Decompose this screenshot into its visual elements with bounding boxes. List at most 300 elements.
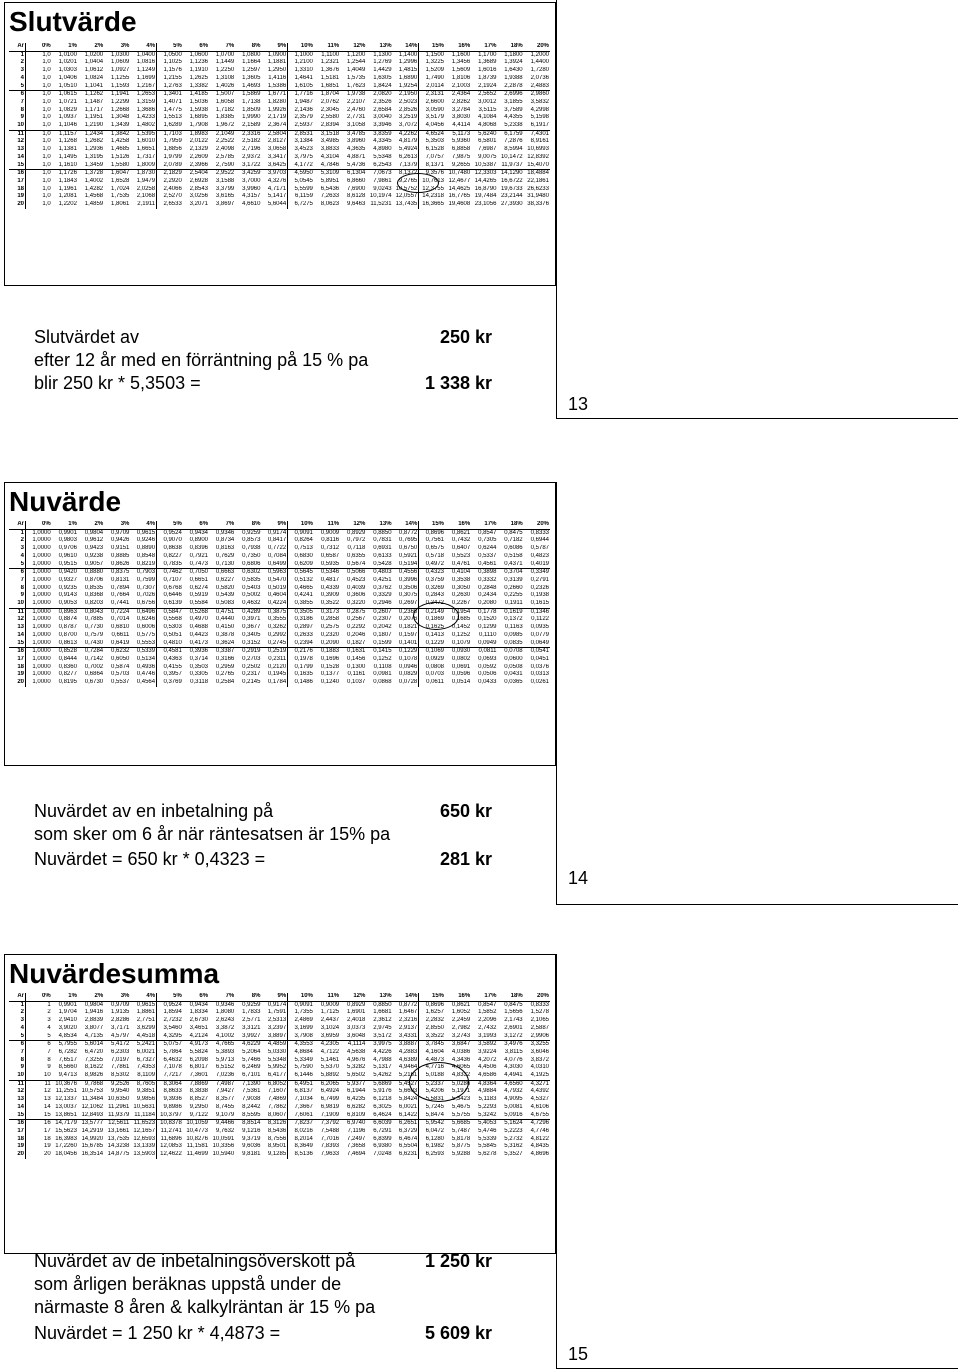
factor-cell: 0,6209 bbox=[288, 561, 314, 569]
factor-cell: 2,5937 bbox=[288, 122, 314, 130]
factor-cell: 0,9804 bbox=[84, 529, 104, 536]
factor-cell: 1,2597 bbox=[242, 67, 261, 74]
table-header-row bbox=[9, 521, 550, 529]
factor-cell: 0,3118 bbox=[190, 679, 209, 686]
factor-cell: 0,6227 bbox=[215, 576, 235, 583]
column-header: 0% bbox=[26, 993, 52, 1001]
factor-cell: 1,0 bbox=[42, 51, 51, 58]
factor-cell: 7,2633 bbox=[320, 193, 340, 200]
factor-cell: 1,8385 bbox=[215, 114, 235, 121]
factor-cell: 0,0811 bbox=[478, 648, 497, 655]
factor-cell: 5,2064 bbox=[242, 1048, 261, 1055]
factor-cell: 0,9091 bbox=[294, 1001, 313, 1008]
factor-cell: 1,0 bbox=[42, 130, 51, 137]
factor-cell: 0,7107 bbox=[163, 576, 182, 583]
column-header: År bbox=[9, 43, 26, 51]
factor-cell: 2,8550 bbox=[425, 1024, 444, 1031]
factor-cell: 8,2014 bbox=[294, 1135, 313, 1142]
factor-cell: 20 bbox=[44, 1151, 51, 1158]
factor-cell: 0,9423 bbox=[84, 545, 104, 552]
year-cell: 13 bbox=[9, 1096, 26, 1104]
factor-cell: 2,6730 bbox=[189, 1017, 209, 1024]
factor-cell: 0,9901 bbox=[58, 529, 77, 536]
factor-cell: 8,9161 bbox=[530, 138, 549, 145]
factor-cell: 0,0649 bbox=[524, 640, 550, 648]
factor-cell: 5,5348 bbox=[261, 1057, 287, 1065]
factor-cell: 10,1059 bbox=[186, 1120, 209, 1127]
factor-cell: 0,3152 bbox=[235, 640, 261, 648]
factor-cell: 2,5270 bbox=[163, 193, 182, 200]
factor-cell: 0,1778 bbox=[478, 608, 497, 615]
column-header: 14% bbox=[393, 521, 419, 529]
factor-cell: 4,7932 bbox=[504, 1088, 523, 1095]
factor-cell: 11,6523 bbox=[130, 1120, 156, 1128]
factor-cell: 0,9612 bbox=[84, 537, 104, 544]
factor-cell: 0,5194 bbox=[393, 561, 419, 569]
factor-cell: 0,8368 bbox=[84, 592, 104, 599]
factor-cell: 1,2625 bbox=[189, 74, 209, 81]
year-cell: 15 bbox=[9, 1112, 26, 1120]
factor-cell: 5,6044 bbox=[261, 201, 287, 209]
factor-cell: 0,1110 bbox=[478, 631, 497, 638]
slide-title: Nuvärdesumma bbox=[9, 958, 220, 989]
factor-cell: 4,8332 bbox=[445, 1072, 471, 1080]
factor-cell: 6,9380 bbox=[373, 1143, 392, 1150]
factor-cell: 1,0829 bbox=[58, 106, 77, 113]
factor-cell: 1,5735 bbox=[346, 74, 366, 81]
factor-cell: 7,7016 bbox=[320, 1135, 340, 1142]
table-row bbox=[9, 162, 550, 170]
factor-cell: 0,6246 bbox=[130, 616, 156, 624]
factor-cell: 0,3855 bbox=[288, 600, 314, 608]
table-row bbox=[9, 1025, 550, 1033]
factor-cell: 5,5370 bbox=[320, 1064, 340, 1071]
factor-cell: 1,0500 bbox=[163, 51, 182, 58]
factor-cell: 1,8280 bbox=[261, 99, 287, 107]
factor-cell: 8,9826 bbox=[78, 1072, 104, 1080]
table-row bbox=[9, 1017, 550, 1025]
factor-cell: 1,0000 bbox=[32, 631, 51, 638]
factor-cell: 10,6350 bbox=[107, 1096, 130, 1103]
year-cell: 1 bbox=[9, 51, 26, 59]
factor-cell: 5,2161 bbox=[393, 1072, 419, 1080]
factor-cell: 3,6165 bbox=[215, 193, 235, 200]
factor-cell: 5,0545 bbox=[294, 177, 313, 184]
factor-cell: 4,2998 bbox=[530, 106, 549, 113]
factor-cell: 4,4355 bbox=[504, 114, 523, 121]
factor-cell: 2,2920 bbox=[163, 177, 182, 184]
column-header: 14% bbox=[393, 43, 419, 51]
factor-cell: 2,3579 bbox=[294, 114, 313, 121]
factor-cell: 1,7591 bbox=[261, 1009, 287, 1017]
factor-cell: 1,5656 bbox=[504, 1009, 523, 1016]
factor-cell: 0,2607 bbox=[373, 608, 392, 615]
year-cell: 3 bbox=[9, 67, 26, 75]
factor-cell: 1,4859 bbox=[84, 201, 104, 208]
factor-cell: 8,2442 bbox=[242, 1103, 261, 1110]
factor-cell: 4,6229 bbox=[242, 1041, 261, 1048]
factor-cell: 0,7730 bbox=[84, 624, 104, 631]
factor-cell: 3,3872 bbox=[215, 1024, 235, 1031]
factor-cell: 1,1800 bbox=[504, 51, 523, 58]
factor-cell: 2,7432 bbox=[478, 1024, 497, 1031]
table-row bbox=[9, 656, 550, 664]
factor-cell: 8,5994 bbox=[504, 146, 523, 153]
factor-cell: 4,4873 bbox=[425, 1056, 444, 1063]
factor-cell: 0,1037 bbox=[346, 679, 366, 686]
factor-cell: 1,0 bbox=[42, 74, 51, 81]
factor-cell: 6,2469 bbox=[242, 1064, 261, 1071]
factor-cell: 5,3893 bbox=[215, 1048, 235, 1055]
factor-cell: 0,2366 bbox=[393, 608, 419, 616]
factor-cell: 0,9259 bbox=[242, 1001, 261, 1008]
factor-cell: 0,0868 bbox=[373, 679, 392, 686]
factor-cell: 0,7513 bbox=[294, 545, 313, 552]
column-header: 10% bbox=[288, 521, 314, 529]
factor-cell: 0,1696 bbox=[320, 655, 340, 662]
factor-cell: 1,8106 bbox=[451, 74, 471, 81]
factor-cell: 0,1821 bbox=[393, 624, 419, 632]
factor-cell: 0,2317 bbox=[242, 671, 261, 678]
year-cell: 2 bbox=[9, 537, 26, 545]
factor-cell: 0,2703 bbox=[242, 655, 261, 662]
factor-cell: 6,2613 bbox=[393, 154, 419, 162]
column-header: 7% bbox=[209, 993, 235, 1001]
factor-cell: 0,1883 bbox=[320, 648, 340, 655]
table-row bbox=[9, 201, 550, 209]
factor-cell: 9,1216 bbox=[242, 1127, 261, 1134]
factor-cell: 5,2293 bbox=[478, 1103, 497, 1110]
factor-cell: 1,0000 bbox=[26, 640, 52, 648]
factor-cell: 5,1461 bbox=[320, 1056, 340, 1063]
factor-cell: 0,6407 bbox=[451, 545, 471, 552]
factor-cell: 0,9434 bbox=[189, 1001, 209, 1008]
factor-cell: 3,1518 bbox=[320, 130, 340, 137]
factor-cell: 1,7716 bbox=[294, 91, 313, 98]
factor-cell: 0,0611 bbox=[426, 679, 444, 686]
factor-cell: 2,7982 bbox=[451, 1024, 471, 1031]
table-frame bbox=[4, 482, 556, 766]
table-row bbox=[9, 59, 550, 67]
factor-cell: 3,7589 bbox=[504, 106, 523, 113]
column-header: 15% bbox=[419, 993, 445, 1001]
factor-cell: 9,3576 bbox=[425, 170, 444, 177]
factor-cell: 0,2765 bbox=[215, 671, 235, 678]
factor-cell: 5,4924 bbox=[393, 146, 419, 154]
factor-cell: 1,5181 bbox=[320, 74, 340, 81]
column-header: 3% bbox=[104, 43, 130, 51]
factor-cell: 5,2223 bbox=[504, 1127, 523, 1134]
year-cell: 12 bbox=[9, 138, 26, 146]
factor-cell: 0,4440 bbox=[215, 616, 235, 623]
factor-cell: 4,7171 bbox=[261, 186, 287, 194]
factor-cell: 0,6006 bbox=[130, 624, 156, 632]
year-cell: 12 bbox=[9, 616, 26, 624]
factor-cell: 2,1049 bbox=[215, 130, 235, 137]
factor-cell: 0,3878 bbox=[215, 631, 235, 638]
factor-cell: 0,7142 bbox=[84, 655, 104, 662]
factor-cell: 13,1661 bbox=[107, 1127, 130, 1134]
factor-cell: 0,2046 bbox=[346, 631, 366, 638]
factor-cell: 9,2526 bbox=[111, 1080, 130, 1087]
factor-cell: 10,8378 bbox=[160, 1120, 182, 1127]
factor-cell: 7 bbox=[47, 1048, 51, 1055]
factor-cell: 12,0557 bbox=[393, 193, 419, 201]
column-header: 1% bbox=[52, 43, 78, 51]
factor-cell: 0,9151 bbox=[111, 545, 130, 552]
factor-cell: 0,1229 bbox=[393, 648, 419, 656]
table-row bbox=[9, 1057, 550, 1065]
factor-cell: 0,0808 bbox=[425, 663, 444, 670]
factor-cell: 0,8573 bbox=[242, 537, 261, 544]
factor-cell: 1,3382 bbox=[183, 83, 209, 91]
factor-cell: 4,9676 bbox=[346, 1056, 366, 1063]
table-row bbox=[9, 91, 550, 99]
factor-cell: 0,1108 bbox=[373, 663, 392, 670]
factor-cell: 0,1784 bbox=[261, 679, 287, 687]
factor-cell: 1,4568 bbox=[84, 193, 104, 200]
factor-cell: 0,7118 bbox=[347, 545, 366, 552]
factor-cell: 16 bbox=[44, 1120, 51, 1127]
factor-cell: 10,3797 bbox=[157, 1112, 183, 1120]
factor-cell: 1,6010 bbox=[130, 138, 156, 146]
factor-cell: 3,5179 bbox=[425, 114, 444, 121]
factor-cell: 1,1000 bbox=[294, 51, 313, 58]
factor-cell: 0,8163 bbox=[215, 545, 235, 552]
factor-cell: 7,8237 bbox=[294, 1120, 313, 1127]
factor-cell: 0,9610 bbox=[58, 552, 77, 559]
factor-cell: 1,4429 bbox=[373, 67, 392, 74]
factor-cell: 0,4936 bbox=[130, 664, 156, 672]
factor-cell: 1,5036 bbox=[189, 98, 209, 105]
factor-cell: 0,1252 bbox=[451, 631, 471, 638]
factor-cell: 0,3898 bbox=[478, 569, 497, 576]
factor-cell: 0,8264 bbox=[294, 537, 313, 544]
factor-cell: 2,3612 bbox=[373, 1017, 392, 1024]
factor-cell: 4,8364 bbox=[478, 1080, 497, 1087]
factor-cell: 3,1993 bbox=[471, 1033, 497, 1041]
factor-cell: 1,0201 bbox=[58, 59, 77, 66]
factor-cell: 0,3329 bbox=[373, 592, 392, 599]
factor-cell: 1,2202 bbox=[58, 201, 77, 208]
factor-cell: 1,5852 bbox=[478, 1009, 497, 1016]
page-corner bbox=[556, 954, 958, 1369]
factor-cell: 2,7196 bbox=[242, 146, 261, 153]
factor-cell: 0,5703 bbox=[111, 671, 130, 678]
highlight-circle bbox=[413, 602, 459, 630]
factor-cell: 2,2096 bbox=[478, 1017, 497, 1024]
page-number: 13 bbox=[567, 394, 588, 414]
factor-cell: 0,7972 bbox=[346, 537, 366, 544]
factor-cell: 1,7623 bbox=[340, 83, 366, 91]
factor-cell: 4,9464 bbox=[393, 1064, 419, 1072]
factor-cell: 0,3996 bbox=[393, 577, 419, 585]
factor-cell: 13,8651 bbox=[52, 1112, 78, 1120]
table-row bbox=[9, 75, 550, 83]
factor-cell: 1,6058 bbox=[215, 98, 235, 105]
column-header: 5% bbox=[157, 43, 183, 51]
column-header: 13% bbox=[366, 521, 392, 529]
page-corner bbox=[556, 0, 958, 419]
factor-cell: 0,5963 bbox=[261, 569, 287, 577]
factor-cell: 1,4641 bbox=[294, 74, 313, 81]
factor-cell: 1,3048 bbox=[111, 114, 130, 121]
factor-cell: 0,8880 bbox=[84, 569, 104, 576]
factor-cell: 0,6499 bbox=[261, 561, 287, 569]
factor-cell: 3,8887 bbox=[393, 1041, 419, 1049]
factor-cell: 10,5752 bbox=[393, 186, 419, 194]
factor-cell: 2,6928 bbox=[189, 177, 209, 184]
factor-cell: 0,1631 bbox=[346, 648, 366, 655]
column-header: 4% bbox=[130, 43, 156, 51]
factor-cell: 5,7466 bbox=[242, 1056, 261, 1063]
factor-cell: 7,9875 bbox=[451, 153, 471, 160]
factor-cell: 2,5580 bbox=[320, 114, 340, 121]
factor-cell: 1,1100 bbox=[321, 51, 340, 58]
year-cell: 7 bbox=[9, 1049, 26, 1057]
factor-cell: 1,1700 bbox=[478, 51, 497, 58]
factor-cell: 0,3220 bbox=[340, 600, 366, 608]
text-line: närmaste 8 åren & kalkylräntan är 15 % pa bbox=[34, 1297, 376, 1317]
factor-cell: 6,1917 bbox=[524, 122, 550, 130]
factor-cell: 1,8861 bbox=[130, 1009, 156, 1017]
factor-cell: 1,1593 bbox=[104, 83, 130, 91]
factor-cell: 1,4185 bbox=[189, 91, 209, 98]
factor-cell: 8,5595 bbox=[235, 1112, 261, 1120]
factor-cell: 16,3983 bbox=[55, 1135, 77, 1142]
factor-cell: 5,0081 bbox=[504, 1103, 523, 1110]
factor-cell: 2,1719 bbox=[261, 114, 287, 122]
factor-cell: 0,4241 bbox=[294, 592, 313, 599]
factor-cell: 0,0802 bbox=[451, 655, 471, 662]
factor-cell: 10,3676 bbox=[55, 1080, 77, 1087]
factor-cell: 13,5777 bbox=[81, 1120, 104, 1127]
factor-cell: 0,5919 bbox=[189, 592, 209, 599]
year-cell: 12 bbox=[9, 1088, 26, 1096]
factor-cell: 0,4173 bbox=[183, 640, 209, 648]
table-row bbox=[9, 154, 550, 162]
factor-cell: 0,0929 bbox=[425, 655, 444, 662]
factor-cell: 4,7122 bbox=[320, 1048, 340, 1055]
factor-cell: 1,1699 bbox=[130, 75, 156, 83]
factor-cell: 1,0100 bbox=[58, 51, 77, 58]
table-row bbox=[9, 600, 550, 608]
factor-cell: 1,0 bbox=[42, 59, 51, 66]
factor-cell: 7,5361 bbox=[242, 1088, 261, 1095]
factor-cell: 1,7535 bbox=[111, 193, 130, 200]
year-cell: 16 bbox=[9, 170, 26, 178]
factor-cell: 0,5428 bbox=[366, 561, 392, 569]
factor-cell: 2,4869 bbox=[294, 1017, 313, 1024]
factor-cell: 0,7885 bbox=[84, 616, 104, 623]
year-cell: 20 bbox=[9, 1151, 26, 1159]
factor-cell: 5,0286 bbox=[451, 1080, 471, 1087]
factor-cell: 0,4155 bbox=[163, 663, 182, 670]
factor-cell: 0,4972 bbox=[419, 561, 445, 569]
factor-cell: 0,2843 bbox=[425, 592, 444, 599]
factor-cell: 0,6587 bbox=[320, 552, 340, 559]
table-row bbox=[9, 114, 550, 122]
factor-cell: 1,3605 bbox=[242, 74, 261, 81]
factor-cell: 0,5718 bbox=[425, 552, 444, 559]
factor-cell: 4,3553 bbox=[294, 1041, 313, 1048]
factor-cell: 1,2321 bbox=[320, 59, 340, 66]
factor-cell: 0,3139 bbox=[504, 576, 523, 583]
factor-cell: 6,1759 bbox=[504, 130, 523, 137]
factor-cell: 7,7217 bbox=[157, 1072, 183, 1080]
factor-cell: 2,0736 bbox=[530, 74, 549, 81]
factor-cell: 1,4685 bbox=[111, 146, 130, 153]
factor-cell: 0,0703 bbox=[425, 671, 444, 678]
factor-cell: 7,0673 bbox=[373, 170, 392, 177]
year-cell: 14 bbox=[9, 154, 26, 162]
factor-cell: 5,6278 bbox=[478, 1151, 497, 1158]
factor-cell: 0,8548 bbox=[130, 553, 156, 561]
year-cell: 2 bbox=[9, 59, 26, 67]
factor-cell: 8,8633 bbox=[163, 1088, 182, 1095]
factor-cell: 1 bbox=[47, 1001, 51, 1008]
factor-cell: 1,4282 bbox=[84, 185, 104, 192]
factor-cell: 0,4970 bbox=[189, 616, 209, 623]
factor-cell: 9,3719 bbox=[242, 1135, 261, 1142]
factor-cell: 0,9709 bbox=[111, 529, 130, 536]
factor-cell: 2,1329 bbox=[189, 146, 209, 153]
factor-cell: 3,2519 bbox=[393, 114, 419, 122]
factor-cell: 1,8080 bbox=[215, 1009, 235, 1016]
factor-cell: 6,7101 bbox=[235, 1072, 261, 1080]
factor-cell: 0,1978 bbox=[294, 655, 313, 662]
table-row bbox=[9, 51, 550, 59]
table-row bbox=[9, 561, 550, 569]
factor-cell: 2,2609 bbox=[189, 153, 209, 160]
factor-cell: 0,7938 bbox=[242, 545, 261, 552]
factor-cell: 1,8739 bbox=[478, 74, 497, 81]
factor-cell: 0,0693 bbox=[478, 655, 497, 662]
factor-cell: 0,0431 bbox=[504, 671, 523, 678]
factor-cell: 0,8772 bbox=[393, 1001, 419, 1009]
factor-cell: 11,9737 bbox=[497, 162, 523, 170]
factor-cell: 4,0776 bbox=[504, 1056, 523, 1063]
factor-cell: 8,1622 bbox=[84, 1064, 104, 1071]
factor-cell: 9,2655 bbox=[445, 162, 471, 170]
factor-cell: 2,1829 bbox=[163, 170, 182, 177]
factor-cell: 5,2421 bbox=[130, 1041, 156, 1049]
column-header: 7% bbox=[209, 43, 235, 51]
factor-cell: 2,8543 bbox=[189, 185, 209, 192]
factor-cell: 2,8127 bbox=[261, 138, 287, 146]
factor-cell: 7,4353 bbox=[130, 1064, 156, 1072]
table-row bbox=[9, 640, 550, 648]
factor-cell: 1,4775 bbox=[163, 106, 182, 113]
factor-cell: 5,8424 bbox=[393, 1096, 419, 1104]
factor-cell: 0,7831 bbox=[373, 537, 392, 544]
factor-cell: 1,0 bbox=[42, 67, 51, 74]
factor-cell: 15,4070 bbox=[524, 162, 550, 170]
factor-cell: 6,0021 bbox=[130, 1049, 156, 1057]
factor-cell: 0,2946 bbox=[366, 600, 392, 608]
factor-cell: 0,6302 bbox=[242, 569, 261, 576]
factor-cell: 3,8897 bbox=[261, 1033, 287, 1041]
column-header: 15% bbox=[419, 43, 445, 51]
factor-cell: 5,4262 bbox=[366, 1072, 392, 1080]
slide-nuvarde bbox=[0, 482, 960, 904]
factor-cell: 1,2996 bbox=[393, 59, 419, 67]
factor-cell: 6,4924 bbox=[320, 1088, 340, 1095]
factor-cell: 4,6586 bbox=[471, 1072, 497, 1080]
factor-cell: 2,4098 bbox=[215, 146, 235, 153]
factor-cell: 5,5755 bbox=[445, 1112, 471, 1120]
column-header: 10% bbox=[288, 43, 314, 51]
